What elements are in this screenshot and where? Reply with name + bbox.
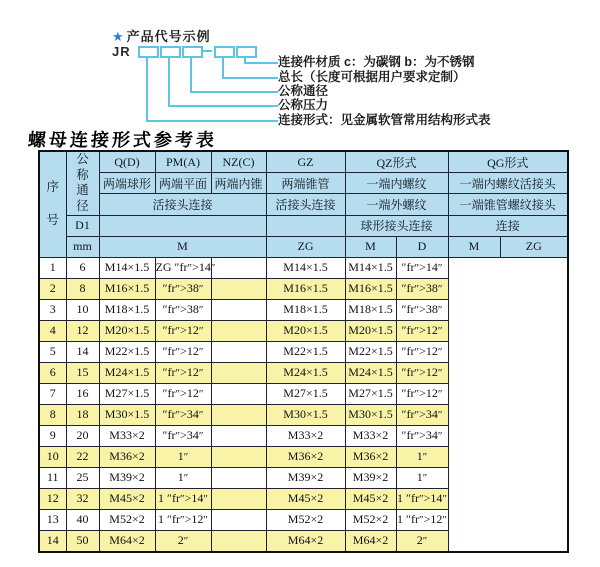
cell-dn: 10	[66, 299, 99, 320]
cell-qz-m	[211, 320, 266, 341]
cell-qg-m: M33×2	[345, 425, 396, 446]
cell-seq: 10	[39, 446, 66, 467]
cell-qg-m: M30×1.5	[345, 404, 396, 425]
cell-qg-m: M18×1.5	[345, 299, 396, 320]
table-title: 螺母连接形式参考表	[27, 130, 218, 151]
cell-seq: 9	[39, 425, 66, 446]
cell-m: M30×1.5	[99, 404, 155, 425]
cell-seq: 4	[39, 320, 66, 341]
cell-dn: 20	[66, 425, 99, 446]
d1-label: D1	[66, 215, 99, 236]
cell-qg-zg: 1 ″fr″>12″	[396, 509, 448, 530]
cell-dn: 50	[66, 530, 99, 552]
col-header-qg: QG形式	[448, 151, 568, 173]
cell-qg-zg: ″fr″>12″	[396, 320, 448, 341]
empty-cell	[266, 215, 345, 236]
cell-qg-m: M39×2	[345, 467, 396, 488]
table-row	[39, 488, 568, 509]
cell-qg-m: M36×2	[345, 446, 396, 467]
cell-qz-m	[211, 446, 266, 467]
cell-gz-zg: ″fr″>12″	[155, 383, 211, 404]
cell-qg-zg: ″fr″>14″	[396, 257, 448, 278]
cell-qg-m: M20×1.5	[345, 320, 396, 341]
cell-qz-d: M20×1.5	[266, 320, 345, 341]
header-row-1	[39, 151, 568, 173]
cell-seq: 8	[39, 404, 66, 425]
cell-seq: 1	[39, 257, 66, 278]
cell-qg-zg: 1 ″fr″>14″	[396, 488, 448, 509]
empty-cell	[99, 215, 266, 236]
cell-qz-m	[211, 467, 266, 488]
cell-dn: 32	[66, 488, 99, 509]
cell-m: M20×1.5	[99, 320, 155, 341]
desc-qg: 一端内螺纹活接头	[448, 173, 568, 194]
cell-qz-d: M30×1.5	[266, 404, 345, 425]
code-label-material: 连接件材质 c：为碳钢 b：为不锈钢	[278, 55, 475, 69]
cell-m: M36×2	[99, 446, 155, 467]
cell-gz-zg: 1 ″fr″>14″	[155, 488, 211, 509]
qz-outer-thread: 一端外螺纹	[345, 194, 448, 215]
cell-dn: 22	[66, 446, 99, 467]
cell-dn: 8	[66, 278, 99, 299]
table-row	[39, 320, 568, 341]
cell-qz-m	[211, 425, 266, 446]
desc-nz: 两端内锥	[211, 173, 266, 194]
cell-gz-zg: ″fr″>12″	[155, 320, 211, 341]
cell-qz-d: M45×2	[266, 488, 345, 509]
cell-qz-d: M52×2	[266, 509, 345, 530]
cell-m: M52×2	[99, 509, 155, 530]
col-header-pm: PM(A)	[155, 151, 211, 173]
table-row	[39, 278, 568, 299]
table-row	[39, 383, 568, 404]
cell-qg-m: M24×1.5	[345, 362, 396, 383]
unit-mm: mm	[66, 236, 99, 257]
cell-qg-zg: ″fr″>34″	[396, 404, 448, 425]
cell-seq: 14	[39, 530, 66, 552]
cell-m: M22×1.5	[99, 341, 155, 362]
cell-dn: 6	[66, 257, 99, 278]
cell-m: M14×1.5	[99, 257, 155, 278]
cell-m: M27×1.5	[99, 383, 155, 404]
cell-qz-m	[211, 341, 266, 362]
cell-qg-zg: 2″	[396, 530, 448, 552]
cell-seq: 7	[39, 383, 66, 404]
cell-m: M45×2	[99, 488, 155, 509]
table-row	[39, 467, 568, 488]
cell-gz-zg: ″fr″>38″	[155, 299, 211, 320]
desc-gz: 两端锥管	[266, 173, 345, 194]
cell-gz-zg: ″fr″>12″	[155, 362, 211, 383]
cell-qg-zg: ″fr″>34″	[396, 425, 448, 446]
table-body	[39, 257, 568, 552]
cell-seq: 6	[39, 362, 66, 383]
cell-qg-zg: ″fr″>12″	[396, 341, 448, 362]
cell-m: M39×2	[99, 467, 155, 488]
cell-qg-m: M16×1.5	[345, 278, 396, 299]
star-icon: ★	[112, 29, 125, 44]
code-label-connection: 连接形式：见金属软管常用结构形式表	[278, 113, 491, 127]
cell-dn: 25	[66, 467, 99, 488]
table-row	[39, 446, 568, 467]
cell-qz-m	[211, 404, 266, 425]
unit-qz-d: D	[396, 236, 448, 257]
cell-qz-m	[211, 362, 266, 383]
cell-qz-d: M39×2	[266, 467, 345, 488]
cell-qz-d: M27×1.5	[266, 383, 345, 404]
desc-qz: 一端内螺纹	[345, 173, 448, 194]
table-row	[39, 509, 568, 530]
table-row	[39, 299, 568, 320]
code-prefix: JR	[112, 44, 131, 59]
cell-qg-zg: ″fr″>38″	[396, 278, 448, 299]
table-row	[39, 425, 568, 446]
cell-qz-d: M14×1.5	[266, 257, 345, 278]
cell-qg-zg: ″fr″>12″	[396, 383, 448, 404]
cell-seq: 5	[39, 341, 66, 362]
table-row	[39, 404, 568, 425]
cell-qz-m	[211, 530, 266, 552]
col-header-qz: QZ形式	[345, 151, 448, 173]
unit-zg: ZG	[266, 236, 345, 257]
code-label-length: 总长（长度可根据用户要求定制）	[278, 70, 466, 84]
cell-seq: 12	[39, 488, 66, 509]
header-row-5	[39, 236, 568, 257]
col-header-gz: GZ	[266, 151, 345, 173]
cell-m: M16×1.5	[99, 278, 155, 299]
unit-qz-m: M	[345, 236, 396, 257]
table-row	[39, 257, 568, 278]
code-label-diameter: 公称通径	[278, 84, 329, 98]
col-header-q: Q(D)	[99, 151, 155, 173]
cell-gz-zg: ZG ″fr″>14″	[155, 257, 211, 278]
unit-m: M	[99, 236, 266, 257]
cell-m: M33×2	[99, 425, 155, 446]
cell-dn: 16	[66, 383, 99, 404]
cell-qz-m	[211, 509, 266, 530]
cell-gz-zg: 1″	[155, 467, 211, 488]
col-header-seq: 序号	[39, 151, 66, 257]
cell-seq: 13	[39, 509, 66, 530]
join-gz: 活接头连接	[266, 194, 345, 215]
cell-qg-m: M27×1.5	[345, 383, 396, 404]
cell-qz-d: M36×2	[266, 446, 345, 467]
cell-qz-d: M18×1.5	[266, 299, 345, 320]
table-row	[39, 341, 568, 362]
diagram-title-text: 产品代号示例	[126, 29, 211, 44]
join-union: 活接头连接	[99, 194, 266, 215]
cell-gz-zg: ″fr″>34″	[155, 425, 211, 446]
desc-pm: 两端平面	[155, 173, 211, 194]
cell-qz-m	[211, 383, 266, 404]
cell-qz-d: M33×2	[266, 425, 345, 446]
cell-qz-d: M64×2	[266, 530, 345, 552]
cell-gz-zg: ″fr″>12″	[155, 341, 211, 362]
code-dash	[202, 50, 212, 52]
qg-connect: 连接	[448, 215, 568, 236]
col-header-dn: 公称通径	[66, 151, 99, 215]
cell-gz-zg: ″fr″>38″	[155, 278, 211, 299]
header-row-3	[39, 194, 568, 215]
cell-gz-zg: 1 ″fr″>12″	[155, 509, 211, 530]
cell-dn: 15	[66, 362, 99, 383]
cell-qz-d: M22×1.5	[266, 341, 345, 362]
cell-qz-d: M24×1.5	[266, 362, 345, 383]
cell-qz-d: M16×1.5	[266, 278, 345, 299]
cell-qg-zg: 1″	[396, 467, 448, 488]
cell-qg-m: M52×2	[345, 509, 396, 530]
qg-taper-joint: 一端锥管螺纹接头	[448, 194, 568, 215]
cell-qg-zg: ″fr″>38″	[396, 299, 448, 320]
connector-line	[146, 56, 278, 122]
cell-qg-m: M22×1.5	[345, 341, 396, 362]
cell-dn: 12	[66, 320, 99, 341]
cell-qz-m	[211, 299, 266, 320]
header-row-2	[39, 173, 568, 194]
header-row-4	[39, 215, 568, 236]
cell-qg-m: M45×2	[345, 488, 396, 509]
cell-qz-m	[211, 278, 266, 299]
cell-qg-zg: ″fr″>12″	[396, 362, 448, 383]
cell-qg-zg: 1″	[396, 446, 448, 467]
cell-gz-zg: 1″	[155, 446, 211, 467]
cell-qg-m: M14×1.5	[345, 257, 396, 278]
code-label-pressure: 公称压力	[278, 98, 329, 112]
qz-ball-join: 球形接头连接	[345, 215, 448, 236]
cell-seq: 3	[39, 299, 66, 320]
unit-qg-m: M	[448, 236, 500, 257]
cell-m: M24×1.5	[99, 362, 155, 383]
cell-dn: 18	[66, 404, 99, 425]
cell-m: M18×1.5	[99, 299, 155, 320]
cell-qg-m: M64×2	[345, 530, 396, 552]
cell-gz-zg: ″fr″>34″	[155, 404, 211, 425]
nut-connection-reference-table	[38, 150, 569, 553]
table-header	[39, 151, 568, 257]
cell-seq: 2	[39, 278, 66, 299]
col-header-nz: NZ(C)	[211, 151, 266, 173]
diagram-title	[112, 26, 211, 45]
unit-qg-zg: ZG	[500, 236, 568, 257]
cell-qz-m	[211, 257, 266, 278]
table-row	[39, 362, 568, 383]
cell-seq: 11	[39, 467, 66, 488]
cell-gz-zg: 2″	[155, 530, 211, 552]
desc-q: 两端球形	[99, 173, 155, 194]
cell-dn: 14	[66, 341, 99, 362]
table-row	[39, 530, 568, 552]
cell-dn: 40	[66, 509, 99, 530]
cell-m: M64×2	[99, 530, 155, 552]
cell-qz-m	[211, 488, 266, 509]
